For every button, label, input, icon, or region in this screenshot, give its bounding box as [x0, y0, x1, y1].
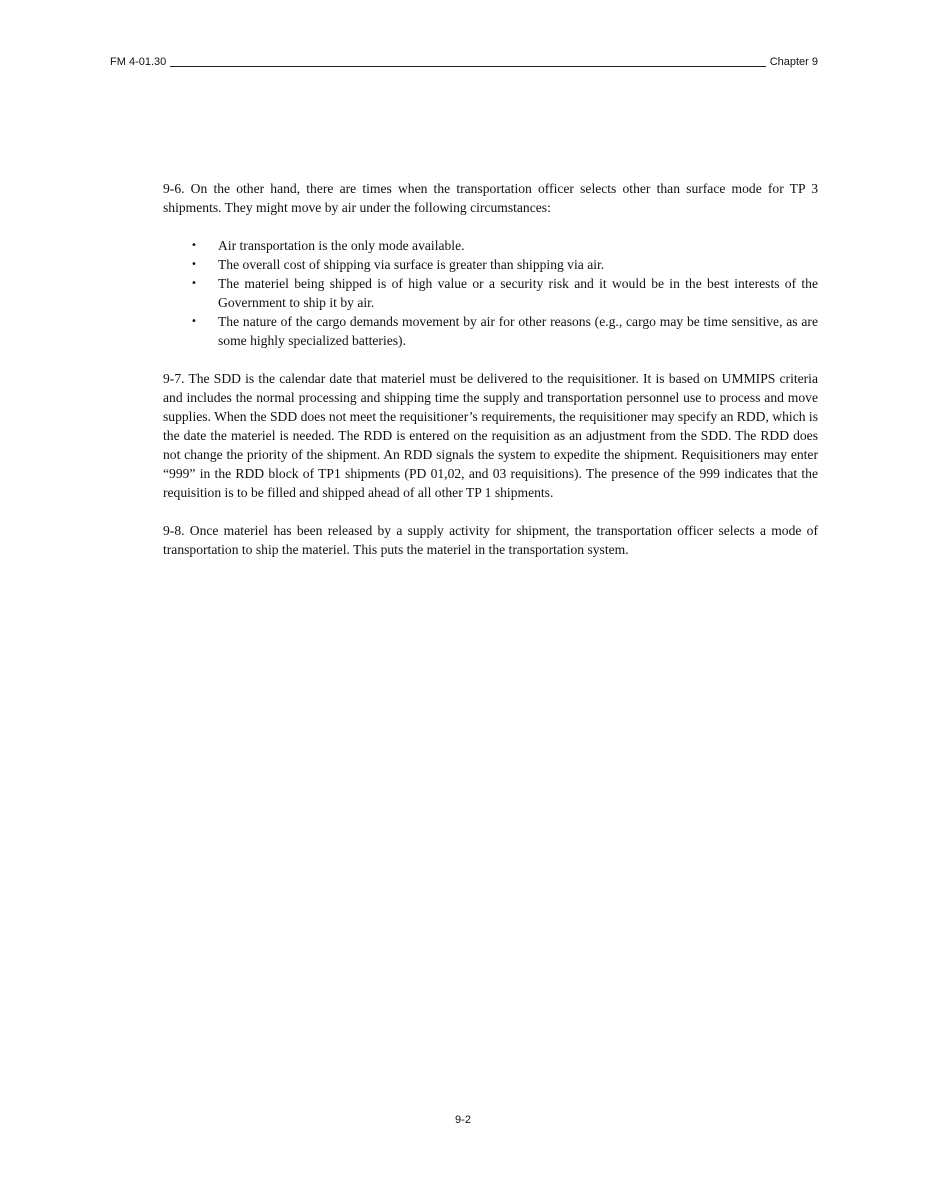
paragraph-9-8: 9-8. Once materiel has been released by a supply activity for shipment, the transportation officer selects a mode of transportation to ship the materiel. This puts the materiel in the transportation system.	[163, 523, 818, 557]
chapter-label: Chapter 9	[769, 56, 818, 68]
paragraph-9-6: 9-6. On the other hand, there are times when the transportation officer selects other than surface mode for TP 3 shipments. They might move by air under the following circumstances:	[163, 181, 818, 215]
document-body	[163, 179, 818, 559]
manual-number: FM 4-01.30	[110, 56, 167, 68]
circumstances-list	[163, 236, 818, 350]
bullet-icon: •	[191, 259, 197, 270]
bullet-icon: •	[191, 240, 197, 251]
list-item	[191, 236, 818, 255]
bullet-icon: •	[191, 278, 197, 289]
bullet-icon: •	[191, 316, 197, 327]
list-item-text: Air transportation is the only mode available.	[218, 238, 465, 253]
list-item-text: The nature of the cargo demands movement by air for other reasons (e.g., cargo may be time sensitive, as are some highly specialized batteries).	[218, 314, 818, 348]
header-rule	[170, 65, 765, 67]
list-item-text: The materiel being shipped is of high value or a security risk and it would be in the best interests of the Government to ship it by air.	[218, 276, 818, 310]
list-item	[191, 274, 818, 312]
list-item-text: The overall cost of shipping via surface is greater than shipping via air.	[218, 257, 605, 272]
page-number: 9-2	[455, 1114, 471, 1126]
list-item	[191, 255, 818, 274]
list-item	[191, 312, 818, 350]
paragraph-9-7: 9-7. The SDD is the calendar date that materiel must be delivered to the requisitioner. It is based on UMMIPS criteria and includes the normal processing and shipping time the supply and transportation personnel use to process and move supplies. When the SDD does not meet the requisitioner’s requirements, the requisitioner may specify an RDD, which is the date the materiel is needed. The RDD is entered on the requisition as an adjustment from the SDD. The RDD does not change the priority of the shipment. An RDD signals the system to expedite the shipment. Requisitioners may enter “999” in the RDD block of TP1 shipments (PD 01,02, and 03 requisitions). The presence of the 999 indicates that the requisition is to be filled and shipped ahead of all other TP 1 shipments.	[163, 371, 818, 500]
running-header	[110, 53, 818, 69]
